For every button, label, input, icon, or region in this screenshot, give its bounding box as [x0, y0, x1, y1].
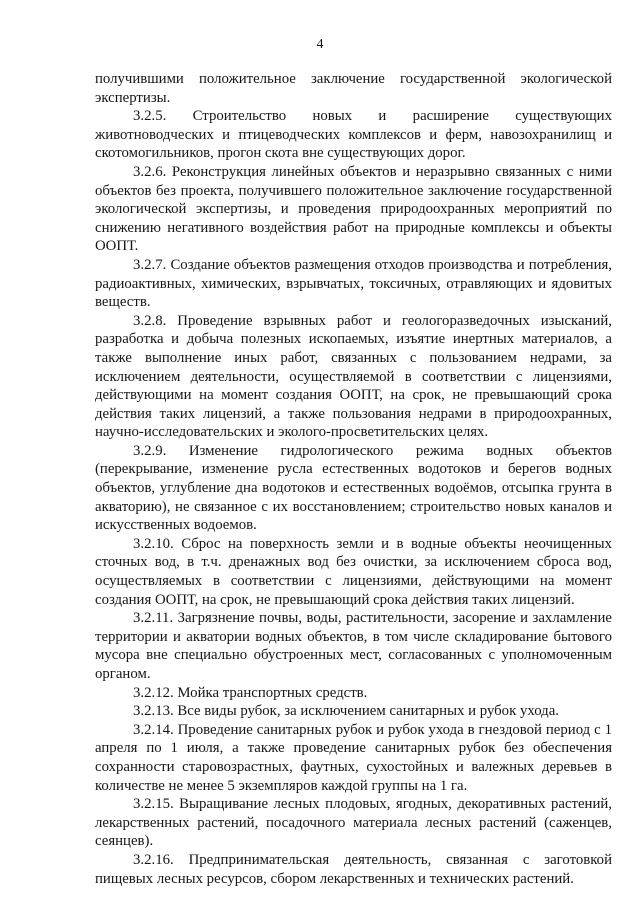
paragraph-3-2-14: 3.2.14. Проведение санитарных рубок и рубок ухода в гнездовой период с 1 апреля по 1 июля, а также проведение санитарных рубок без обеспечения сохранности старовозрастных, фаутных, сухостойных и валежных деревьев в количестве не менее 5 экземпляров каждой группы на 1 га. [95, 721, 612, 794]
paragraph-3-2-6: 3.2.6. Реконструкция линейных объектов и неразрывно связанных с ними объектов без проекта, получившего положительное заключение государственной экологической экспертизы, и проведения природоохранных мероприятий по снижению негативного воздействия работ на природные комплексы и объекты ООПТ. [95, 163, 612, 255]
paragraph-3-2-13: 3.2.13. Все виды рубок, за исключением санитарных и рубок ухода. [133, 703, 559, 720]
paragraph-continuation: получившими положительное заключение государственной экологической экспертизы. [95, 71, 612, 106]
paragraph-3-2-10: 3.2.10. Сброс на поверхность земли и в водные объекты неочищенных сточных вод, в т.ч. дренажных вод без очистки, за исключением сброса вод, осуществляемых в соответствии с лицензиями, действующими на момент создания ООПТ, на срок, не превышающий срока действия таких лицензий. [95, 535, 612, 608]
paragraph-3-2-16: 3.2.16. Предпринимательская деятельность, связанная с заготовкой пищевых лесных ресурсов, сбором лекарственных и технических растений. [95, 851, 612, 887]
paragraph-3-2-11: 3.2.11. Загрязнение почвы, воды, растительности, засорение и захламление территории и акватории водных объектов, в том числе складирование бытового мусора вне специально обустроенных мест, согласованных с уполномоченным органом. [95, 610, 612, 682]
paragraph-3-2-12: 3.2.12. Мойка транспортных средств. [133, 684, 368, 701]
document-body [95, 70, 612, 888]
page-number: 4 [316, 37, 324, 52]
paragraph-3-2-7: 3.2.7. Создание объектов размещения отходов производства и потребления, радиоактивных, химических, взрывчатых, токсичных, отравляющих и ядовитых веществ. [95, 256, 612, 311]
paragraph-3-2-9: 3.2.9. Изменение гидрологического режима водных объектов (перекрывание, изменение русла естественных водотоков и берегов водных объектов, углубление дна водотоков и естественных водоёмов, отсыпка грунта в акваторию), не связанное с их восстановлением; строительство новых каналов и искусственных водоемов. [95, 442, 612, 534]
paragraph-3-2-5: 3.2.5. Строительство новых и расширение существующих животноводческих и птицеводческих комплексов и ферм, навозохранилищ и скотомогильников, прогон скота вне существующих дорог. [95, 108, 612, 162]
paragraph-3-2-8: 3.2.8. Проведение взрывных работ и геологоразведочных изысканий, разработка и добыча полезных ископаемых, изъятие инертных материалов, а также выполнение иных работ, связанных с пользованием недрами, за исключением деятельности, осуществляемой в соответствии с лицензиями, действующими на момент создания ООПТ, на срок, не превышающий срока действия таких лицензий, а также пользования недрами в природоохранных, научно-исследовательских и эколого-просветительских целях. [95, 312, 612, 441]
paragraph-3-2-15: 3.2.15. Выращивание лесных плодовых, ягодных, декоративных растений, лекарственных растений, посадочного материала лесных растений (саженцев, сеянцев). [95, 796, 612, 850]
